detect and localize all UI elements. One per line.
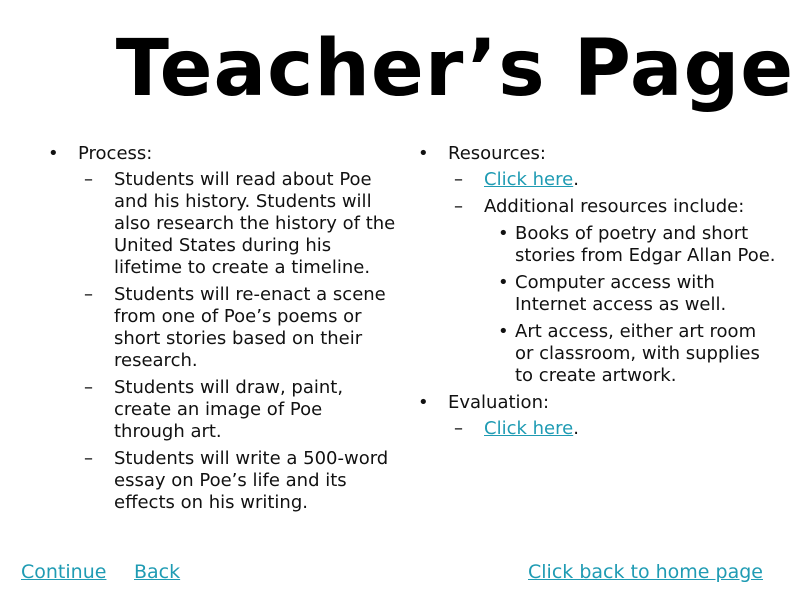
resources-link-item <box>454 169 778 191</box>
process-column <box>48 143 398 519</box>
additional-resource-item: • Computer access with Internet access as well. <box>498 272 778 316</box>
evaluation-link-period: . <box>573 418 579 439</box>
process-item: – Students will write a 500-word essay on Poe’s life and its effects on his writing. <box>84 448 398 514</box>
process-item: – Students will draw, paint, create an image of Poe through art. <box>84 377 398 443</box>
additional-resources-label: – Additional resources include: <box>454 196 778 218</box>
page-title: Teacher’s Page <box>115 24 795 114</box>
additional-resource-item: • Art access, either art room or classroom, with supplies to create artwork. <box>498 321 778 387</box>
evaluation-link[interactable]: Click here <box>484 418 574 439</box>
home-page-link[interactable]: Click back to home page <box>528 561 763 583</box>
evaluation-link-item <box>454 418 778 440</box>
continue-link[interactable]: Continue <box>21 561 107 583</box>
resources-column <box>418 143 778 445</box>
resources-link-period: . <box>573 169 579 190</box>
back-link[interactable]: Back <box>134 561 181 583</box>
evaluation-heading: • Evaluation: <box>418 392 778 414</box>
additional-resource-item: • Books of poetry and short stories from Edgar Allan Poe. <box>498 223 778 267</box>
process-item: – Students will read about Poe and his history. Students will also research the history of the United States during his lifetime to create a timeline. <box>84 169 398 279</box>
resources-heading: • Resources: <box>418 143 778 165</box>
process-item: – Students will re-enact a scene from one of Poe’s poems or short stories based on their research. <box>84 284 398 372</box>
resources-link[interactable]: Click here <box>484 169 574 190</box>
process-heading: • Process: <box>48 143 398 165</box>
